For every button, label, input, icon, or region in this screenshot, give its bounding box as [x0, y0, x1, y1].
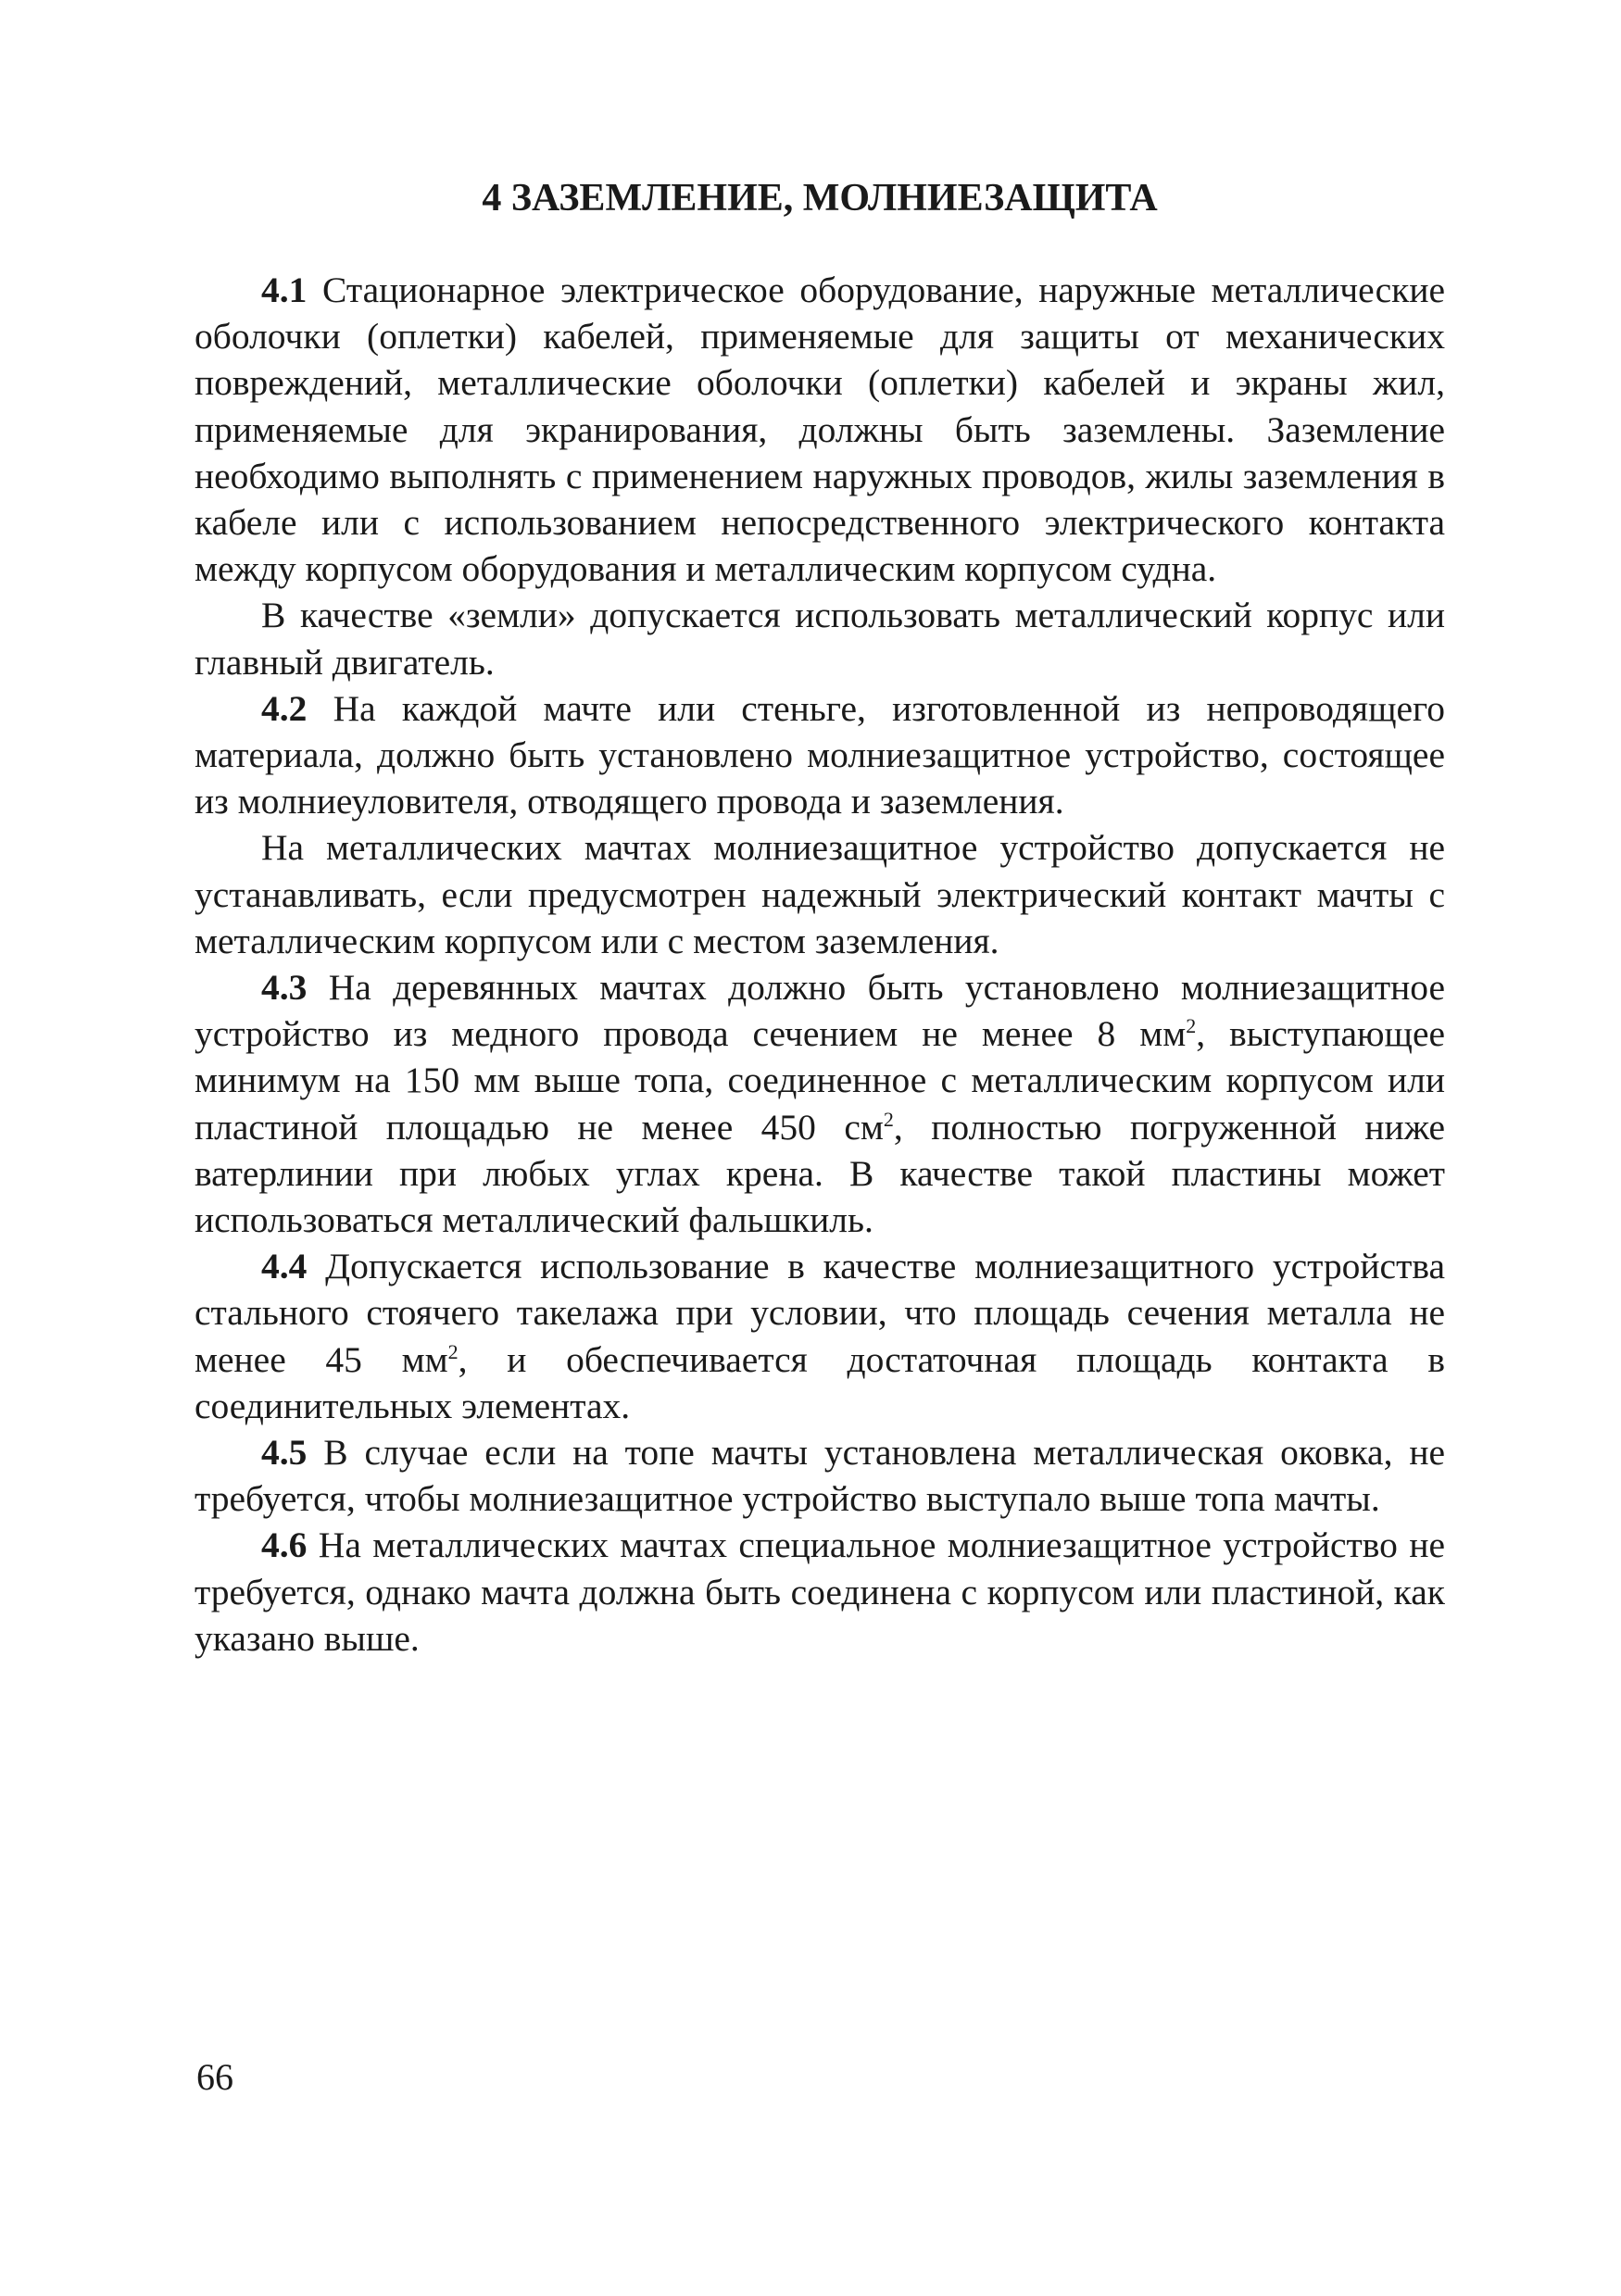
- paragraph-text: , и обеспечивается достаточная площадь контакта в соединительных элементах.: [195, 1338, 1445, 1426]
- superscript: 2: [447, 1339, 459, 1363]
- section-heading: 4 ЗАЗЕМЛЕНИЕ, МОЛНИЕЗАЩИТА: [482, 177, 1158, 220]
- paragraph-text: Стационарное электрическое оборудование, наружные металлические оболочки (оплетки) кабелей, применяемые для защиты от механических повреждений, металлические оболочки (оплетки) кабелей и экраны жил, применяемые для экранирования, должны быть заземлены. Заземление необходимо выполнять с применением наружных проводов, жилы заземления в кабеле или с использованием непосредственного электрического контакта между корпусом оборудования и металлическим корпусом судна.: [195, 270, 1445, 590]
- clause-number: 4.4: [261, 1246, 308, 1287]
- paragraph-4-5: [195, 1429, 1445, 1522]
- paragraph-text: В случае если на топе мачты установлена металлическая оковка, не требуется, чтобы молниезащитное устройство выступало выше топа мачты.: [195, 1432, 1445, 1520]
- paragraph-text: Допускается использование в качестве молниезащитного устройства стального стоячего такелажа при условии, что площадь сечения металла не менее 45 мм: [195, 1246, 1445, 1380]
- paragraph-4-2: [195, 685, 1445, 825]
- clause-number: 4.5: [261, 1432, 308, 1474]
- paragraph-text: На металлических мачтах специальное молниезащитное устройство не требуется, однако мачта должна быть соединена с корпусом или пластиной, как указано выше.: [195, 1524, 1445, 1659]
- clause-number: 4.6: [261, 1524, 308, 1566]
- paragraph-text: , полностью погруженной ниже ватерлинии при любых углах крена. В качестве такой пластины может использоваться металлический фальшкиль.: [195, 1106, 1445, 1241]
- paragraph-4-1: [195, 267, 1445, 592]
- paragraph-4-1-continued: [195, 592, 1445, 684]
- paragraph-text: На деревянных мачтах должно быть установлено молниезащитное устройство из медного провода сечением не менее 8 мм: [195, 967, 1445, 1055]
- page-number: 66: [196, 2056, 233, 2098]
- paragraph-text: , выступающее минимум на 150 мм выше топа, соединенное с металлическим корпусом или пластиной площадью не менее 450 см: [195, 1013, 1446, 1148]
- paragraph-4-4: [195, 1243, 1445, 1429]
- clause-number: 4.1: [261, 270, 308, 310]
- paragraph-4-6: [195, 1522, 1445, 1662]
- paragraph-4-3: [195, 964, 1445, 1243]
- clause-number: 4.3: [261, 967, 308, 1009]
- clause-number: 4.2: [261, 687, 308, 729]
- paragraph-text: В качестве «земли» допускается использовать металлический корпус или главный двигатель.: [195, 595, 1445, 683]
- paragraph-text: На металлических мачтах молниезащитное устройство допускается не устанавливать, если предусмотрен надежный электрический контакт мачты с металлическим корпусом или с местом заземления.: [195, 827, 1445, 961]
- section-body: [195, 267, 1445, 1662]
- paragraph-4-2-continued: [195, 824, 1445, 964]
- superscript: 2: [883, 1107, 894, 1131]
- paragraph-text: На каждой мачте или стеньге, изготовленной из непроводящего материала, должно быть установлено молниезащитное устройство, состоящее из молниеуловителя, отводящего провода и заземления.: [195, 687, 1446, 822]
- superscript: 2: [1186, 1014, 1197, 1038]
